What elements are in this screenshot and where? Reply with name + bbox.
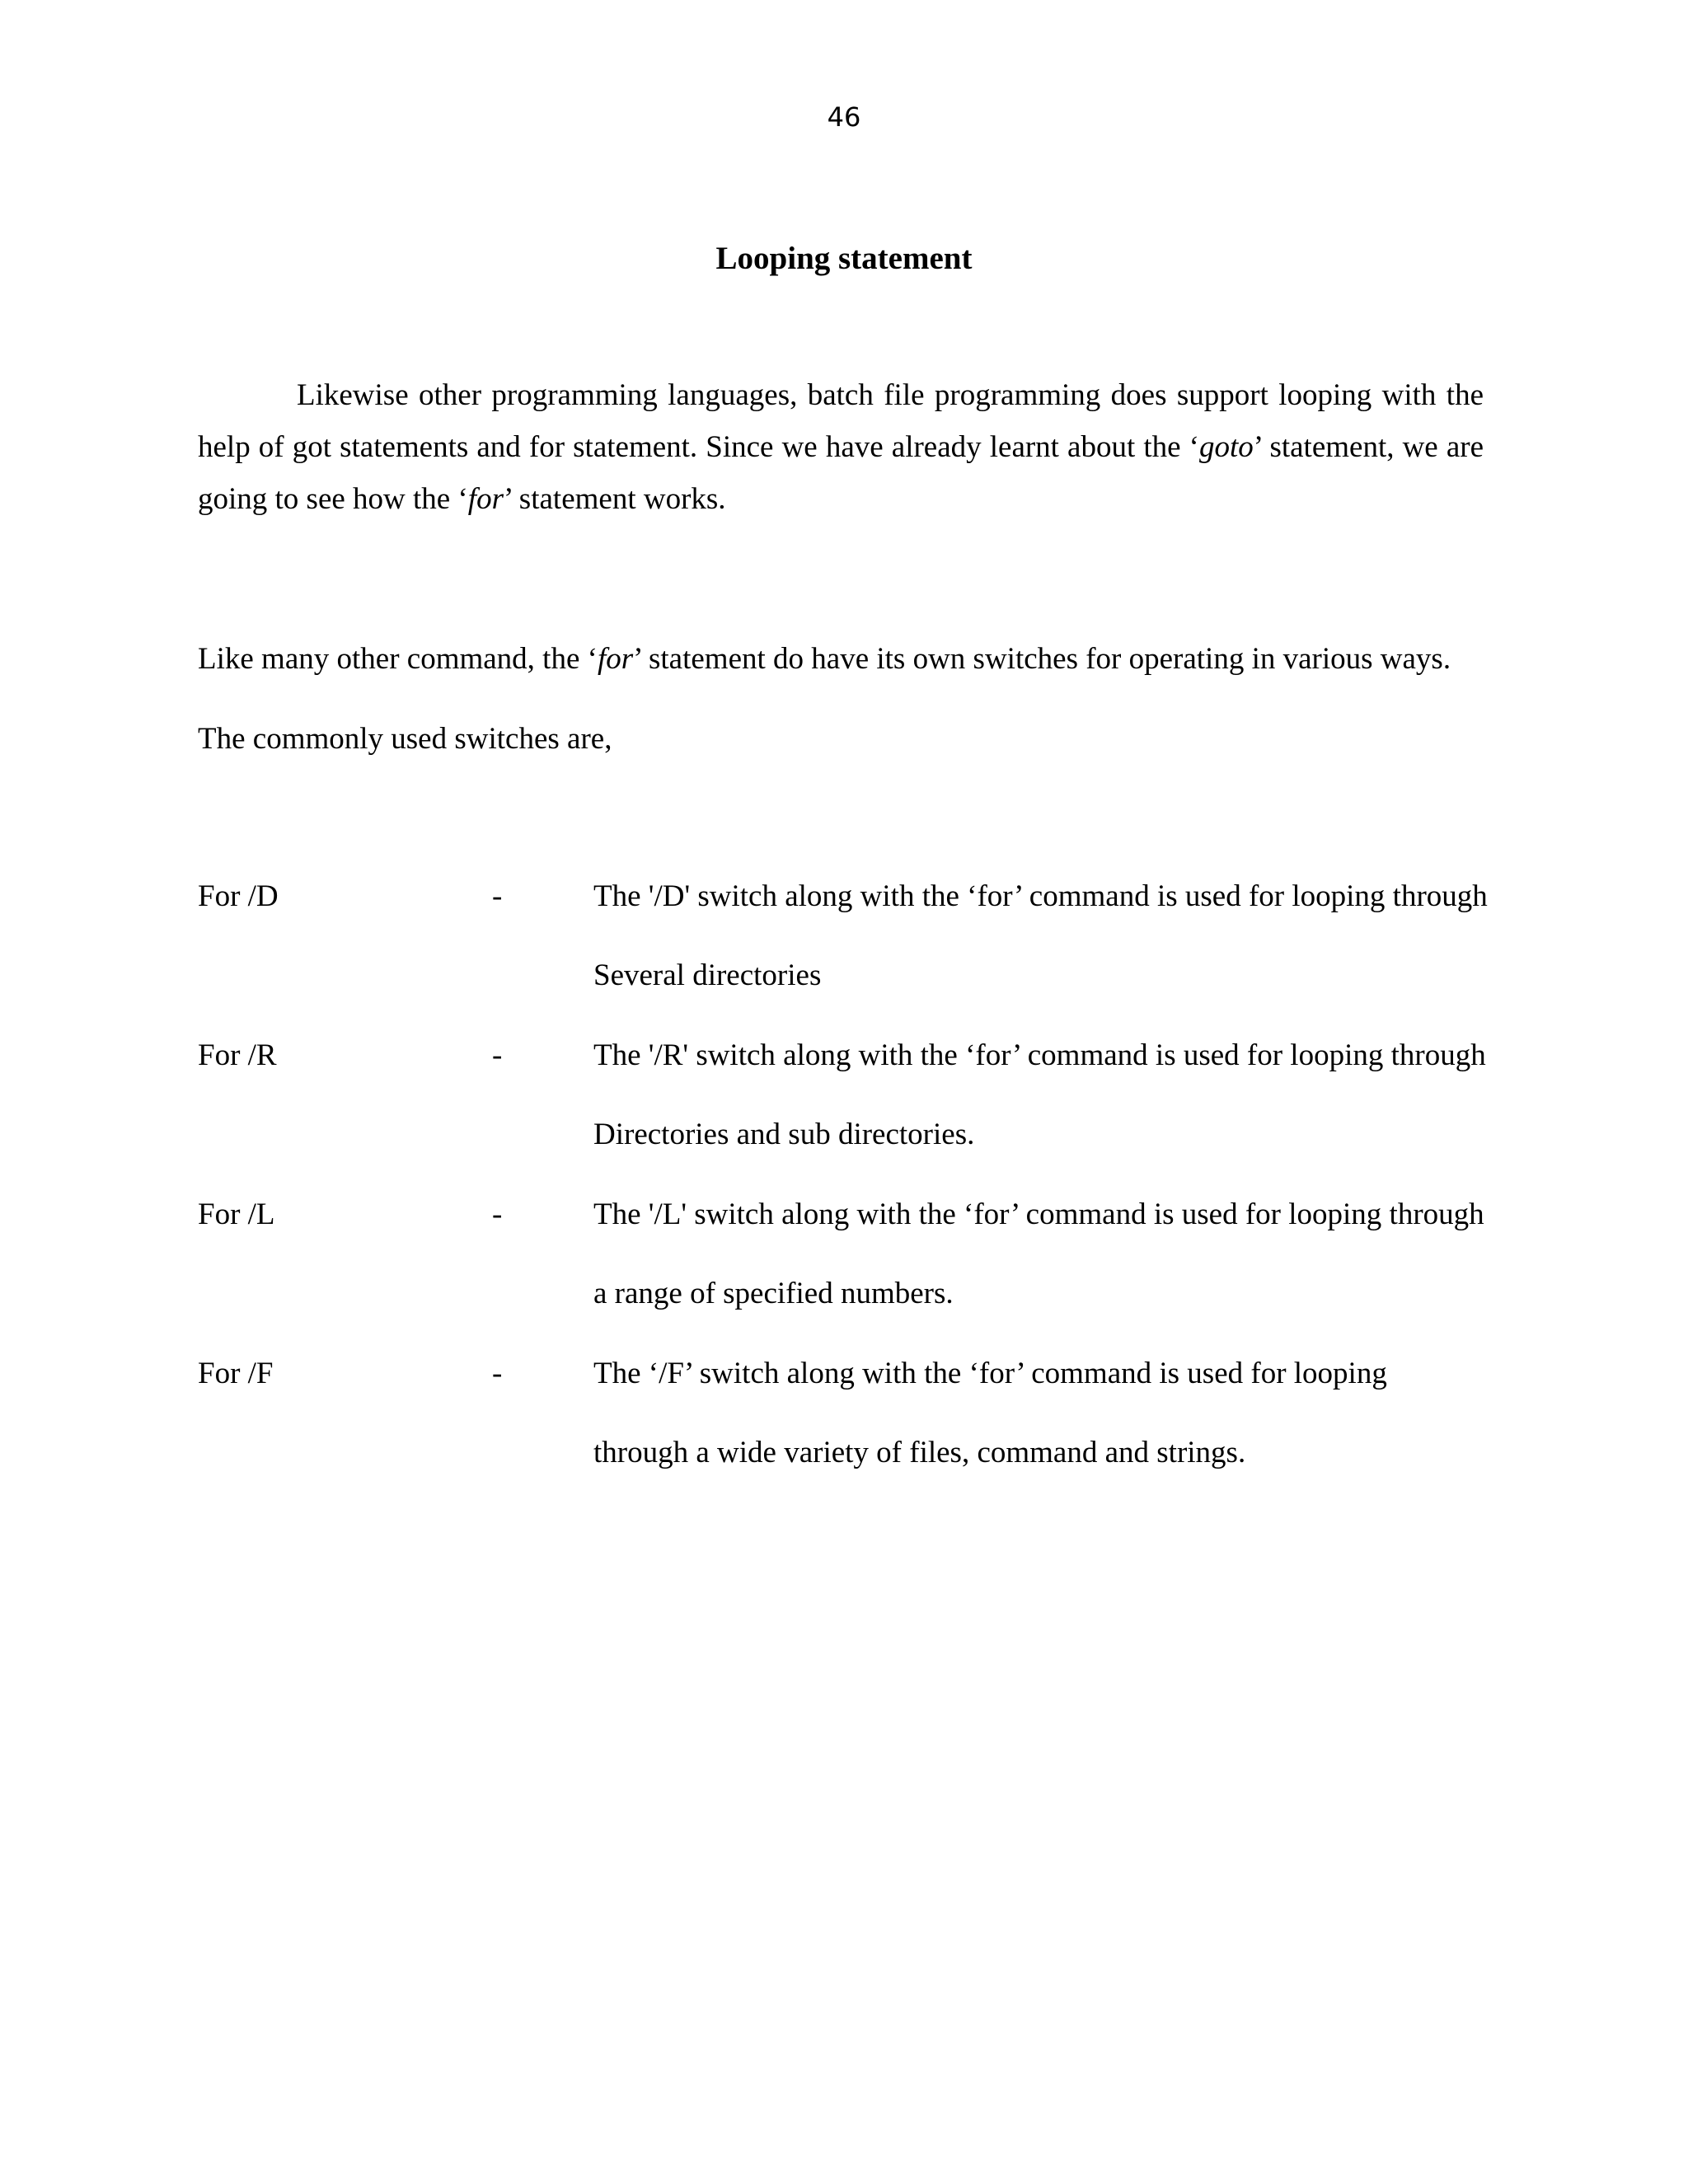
goto-keyword: goto [1199, 430, 1254, 464]
switch-description-line1: The ‘/F’ switch along with the ‘for’ command is used for looping [593, 1357, 1387, 1390]
page-title: Looping statement [715, 241, 973, 276]
switch-term: For /D [198, 879, 279, 913]
switch-term: For /F [198, 1357, 274, 1390]
intro-text-part2: ’ statement, we are going to see how the ‘ [198, 430, 1484, 516]
switch-dash: - [492, 879, 503, 913]
switches-intro-paragraph [198, 633, 1484, 685]
switch-description-line1: The '/D' switch along with the ‘for’ command is used for looping through [593, 879, 1488, 913]
switch-description-line2: Directories and sub directories. [593, 1118, 975, 1151]
switch-dash: - [492, 1038, 503, 1072]
intro-text-part1: Likewise other programming languages, batch file programming does support looping with the help of got statements and for statement. Since we have already learnt about the ‘ [198, 378, 1484, 464]
switch-description-line2: Several directories [593, 958, 822, 992]
for-keyword: for [467, 482, 504, 516]
switch-description-line2: a range of specified numbers. [593, 1277, 954, 1310]
common-switches-line: The commonly used switches are, [198, 722, 612, 756]
intro-paragraph [198, 369, 1484, 525]
switch-description-line1: The '/R' switch along with the ‘for’ command is used for looping through [593, 1038, 1486, 1072]
switch-term: For /R [198, 1038, 277, 1072]
page-number: 46 [827, 101, 861, 133]
switch-dash: - [492, 1197, 503, 1231]
switch-description-line1: The '/L' switch along with the ‘for’ command is used for looping through [593, 1197, 1484, 1231]
switches-intro-part1: Like many other command, the ‘ [198, 642, 598, 676]
switches-intro-part2: ’ statement do have its own switches for operating in various ways. [633, 642, 1451, 676]
switch-term: For /L [198, 1197, 275, 1231]
for-keyword: for [597, 642, 634, 676]
intro-text-part3: ’ statement works. [503, 482, 726, 516]
switch-description-line2: through a wide variety of files, command and strings. [593, 1436, 1246, 1469]
switch-dash: - [492, 1357, 503, 1390]
